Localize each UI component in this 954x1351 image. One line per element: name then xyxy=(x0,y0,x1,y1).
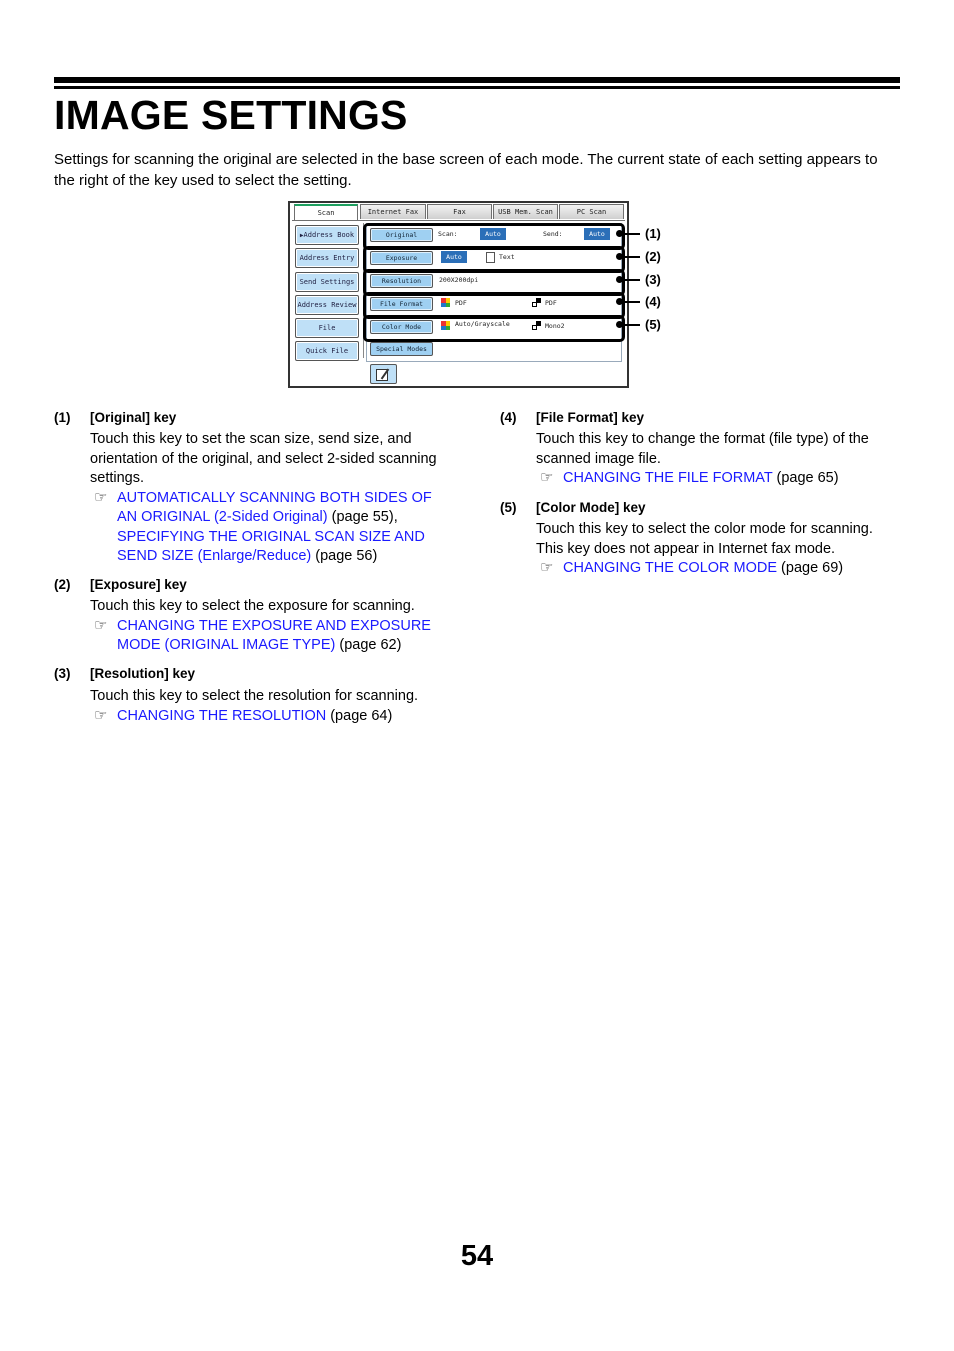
tab-pc-scan[interactable]: PC Scan xyxy=(559,204,624,219)
file-format-key[interactable]: File Format xyxy=(370,297,433,311)
page-ref: (page 64) xyxy=(326,707,393,724)
exposure-auto-value: Auto xyxy=(441,251,467,263)
original-row xyxy=(366,225,622,245)
page-ref: (page 55), xyxy=(327,509,398,525)
callout-label-2: (2) xyxy=(645,249,661,264)
exposure-row xyxy=(366,248,622,268)
callout-line-4 xyxy=(620,301,640,303)
link-exposure[interactable]: CHANGING THE EXPOSURE AND EXPOSURE MODE (ORIGINAL IMAGE TYPE) xyxy=(117,617,431,653)
page-ref: (page 62) xyxy=(335,637,402,653)
pointing-hand-icon: ☞ xyxy=(94,488,108,506)
callout-line-1 xyxy=(620,233,640,235)
address-book-label: Address Book xyxy=(303,231,355,239)
mode-tabs xyxy=(292,204,625,220)
send-settings-button[interactable]: Send Settings xyxy=(295,272,359,292)
scan-label: Scan: xyxy=(438,230,458,238)
file-button[interactable]: File xyxy=(295,318,359,338)
item-description: Touch this key to select the exposure for scanning. xyxy=(90,598,415,614)
callout-label-4: (4) xyxy=(645,294,661,309)
callout-line-2 xyxy=(620,256,640,258)
reference xyxy=(536,559,886,579)
callout-label-5: (5) xyxy=(645,317,661,332)
item-description: Touch this key to select the color mode for scanning. This key does not appear in Internet fax mode. xyxy=(536,521,873,557)
item-label: [Resolution] key xyxy=(90,666,196,681)
item-2-body xyxy=(90,597,445,656)
file-format-color-value: PDF xyxy=(455,299,467,307)
item-description: Touch this key to select the resolution for scanning. xyxy=(90,688,419,704)
reference xyxy=(536,469,886,489)
pointing-hand-icon: ☞ xyxy=(540,559,554,576)
intro-paragraph: Settings for scanning the original are selected in the base screen of each mode. The current state of each setting appears to the right of the key used to select the setting. xyxy=(54,151,878,189)
item-label: [File Format] key xyxy=(536,410,645,425)
color-mode-color-value: Auto/Grayscale xyxy=(455,320,510,328)
original-key[interactable]: Original xyxy=(370,228,433,242)
exposure-key[interactable]: Exposure xyxy=(370,251,433,265)
scan-auto-value: Auto xyxy=(480,228,506,240)
text-document-icon xyxy=(486,252,495,263)
file-format-row xyxy=(366,294,622,314)
callout-label-3: (3) xyxy=(645,272,661,287)
item-3-body xyxy=(90,687,445,726)
send-auto-value: Auto xyxy=(584,228,610,240)
link-2-sided-original[interactable]: AUTOMATICALLY SCANNING BOTH SIDES OF AN ORIGINAL (2-Sided Original) xyxy=(117,489,432,525)
pointing-hand-icon: ☞ xyxy=(94,706,108,724)
callout-line-3 xyxy=(620,279,640,281)
link-file-format[interactable]: CHANGING THE FILE FORMAT xyxy=(563,470,773,486)
header-rule-thick xyxy=(54,77,900,83)
address-entry-button[interactable]: Address Entry xyxy=(295,248,359,268)
page-ref: (page 69) xyxy=(777,560,844,576)
link-resolution[interactable]: CHANGING THE RESOLUTION xyxy=(117,707,327,724)
item-4-body xyxy=(536,430,886,489)
address-review-button[interactable]: Address Review xyxy=(295,295,359,315)
resolution-key[interactable]: Resolution xyxy=(370,274,433,288)
tab-usb-mem-scan[interactable]: USB Mem. Scan xyxy=(493,204,558,219)
special-modes-key[interactable]: Special Modes xyxy=(370,342,433,356)
color-mode-key[interactable]: Color Mode xyxy=(370,320,433,334)
color-icon xyxy=(441,298,450,307)
tab-fax[interactable]: Fax xyxy=(427,204,492,219)
color-icon xyxy=(441,321,450,330)
send-label: Send: xyxy=(543,230,563,238)
item-label: [Original] key xyxy=(90,410,177,425)
item-number: (4) xyxy=(500,410,517,425)
pointing-hand-icon: ☞ xyxy=(94,616,108,634)
item-number: (5) xyxy=(500,500,517,515)
callout-line-5 xyxy=(620,324,640,326)
resolution-row xyxy=(366,271,622,291)
mono-icon xyxy=(532,321,541,330)
item-label: [Exposure] key xyxy=(90,577,187,592)
address-book-button[interactable] xyxy=(295,225,359,245)
pointing-hand-icon: ☞ xyxy=(540,469,554,486)
item-description: Touch this key to set the scan size, send size, and orientation of the original, and select 2-sided scanning settings. xyxy=(90,431,437,486)
link-enlarge-reduce[interactable]: SPECIFYING THE ORIGINAL SCAN SIZE AND SEND SIZE (Enlarge/Reduce) xyxy=(117,528,425,564)
resolution-value: 200X200dpi xyxy=(439,276,479,284)
item-number: (2) xyxy=(54,577,71,592)
item-1-body xyxy=(90,430,445,567)
reference xyxy=(90,617,445,656)
item-number: (1) xyxy=(54,410,71,425)
color-mode-row xyxy=(366,317,622,337)
link-color-mode[interactable]: CHANGING THE COLOR MODE xyxy=(563,560,778,576)
tab-divider xyxy=(292,220,625,221)
file-format-mono-value: PDF xyxy=(545,299,557,307)
page-ref: (page 56) xyxy=(311,548,378,564)
play-icon: ▶ xyxy=(299,232,304,239)
reference xyxy=(90,489,445,567)
color-mode-mono-value: Mono2 xyxy=(545,322,565,330)
item-5-body xyxy=(536,520,886,579)
tab-internet-fax[interactable]: Internet Fax xyxy=(360,204,426,219)
exposure-mode-value: Text xyxy=(499,253,515,261)
mono-icon xyxy=(532,298,541,307)
reference xyxy=(90,707,445,727)
item-number: (3) xyxy=(54,666,71,681)
tab-scan[interactable]: Scan xyxy=(294,204,358,221)
edit-button[interactable] xyxy=(370,364,397,384)
base-screen-illustration xyxy=(288,201,629,388)
callout-label-1: (1) xyxy=(645,226,661,241)
item-label: [Color Mode] key xyxy=(536,500,646,515)
page-ref: (page 65) xyxy=(772,470,839,486)
page-number: 54 xyxy=(460,1240,494,1272)
quick-file-button[interactable]: Quick File xyxy=(295,341,359,361)
page-title: IMAGE SETTINGS xyxy=(54,92,408,138)
header-rule-thin xyxy=(54,86,900,89)
item-description: Touch this key to change the format (file type) of the scanned image file. xyxy=(536,431,869,467)
